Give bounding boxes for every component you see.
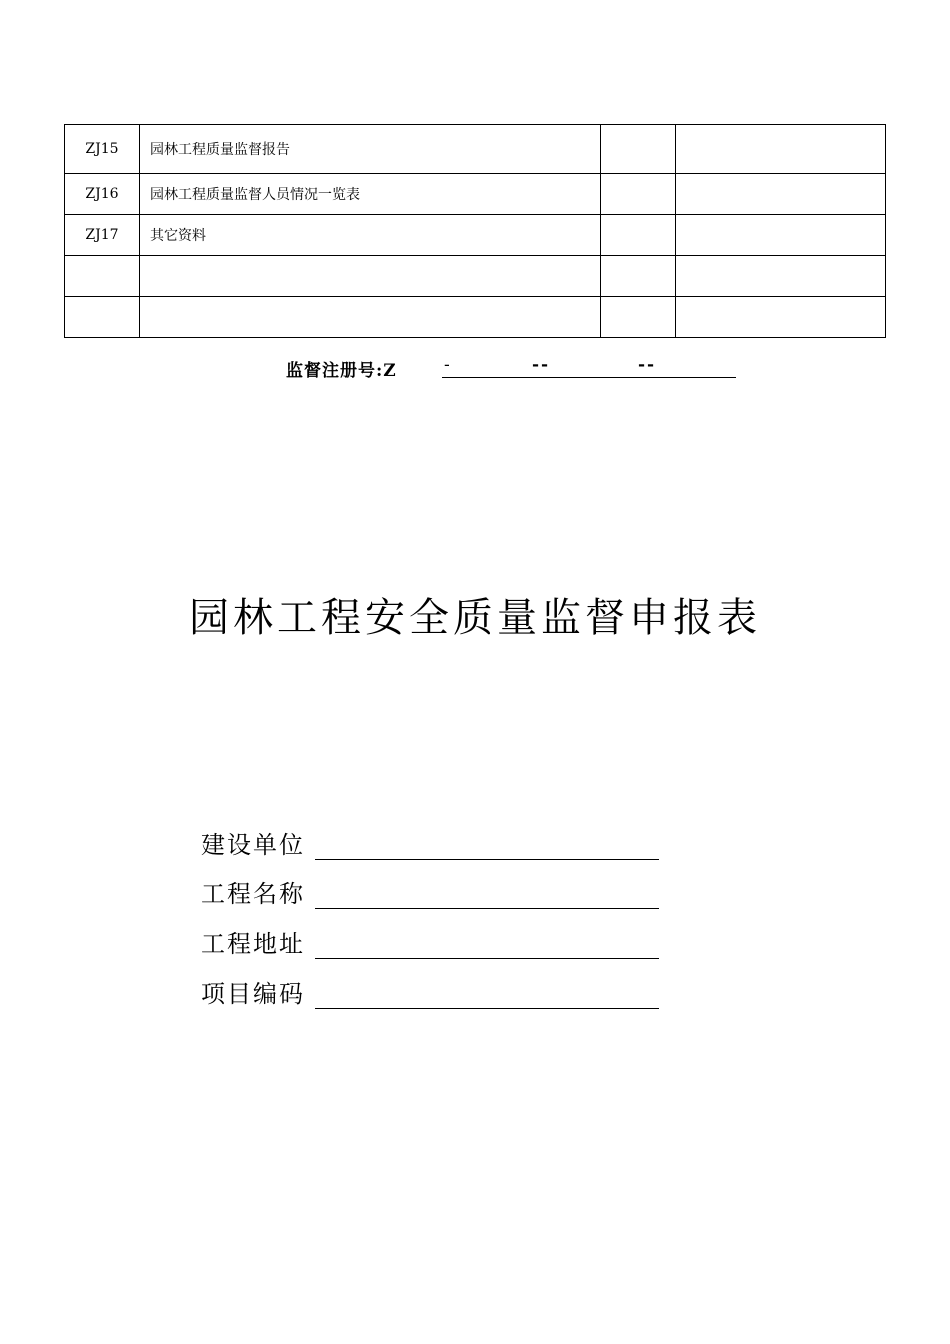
doc-name bbox=[140, 256, 601, 297]
field-label: 建设单位 bbox=[201, 831, 305, 859]
doc-cell bbox=[601, 125, 676, 174]
table-row bbox=[65, 215, 886, 256]
project-address-field[interactable] bbox=[315, 928, 659, 959]
doc-cell bbox=[601, 215, 676, 256]
page-title: 园林工程安全质量监督申报表 bbox=[189, 595, 761, 641]
field-label: 工程地址 bbox=[201, 930, 305, 958]
table-row bbox=[65, 174, 886, 215]
doc-code bbox=[65, 297, 140, 338]
doc-cell bbox=[601, 174, 676, 215]
registration-number-field[interactable] bbox=[442, 356, 736, 378]
doc-cell bbox=[676, 174, 886, 215]
field-project-name bbox=[201, 873, 659, 909]
project-code-field[interactable] bbox=[315, 978, 659, 1009]
field-project-code bbox=[201, 973, 659, 1009]
table-row bbox=[65, 297, 886, 338]
doc-name: 其它资料 bbox=[140, 215, 601, 256]
table-row bbox=[65, 125, 886, 174]
doc-name: 园林工程质量监督报告 bbox=[140, 125, 601, 174]
field-label: 工程名称 bbox=[201, 880, 305, 908]
project-name-field[interactable] bbox=[315, 878, 659, 909]
doc-cell bbox=[676, 215, 886, 256]
doc-cell bbox=[676, 297, 886, 338]
field-construction-unit bbox=[201, 824, 659, 860]
doc-code: ZJ17 bbox=[65, 215, 140, 256]
doc-name: 园林工程质量监督人员情况一览表 bbox=[140, 174, 601, 215]
field-label: 项目编码 bbox=[201, 980, 305, 1008]
table-row bbox=[65, 256, 886, 297]
registration-separator: - bbox=[444, 355, 450, 375]
registration-separator: -- bbox=[638, 355, 657, 375]
doc-cell bbox=[601, 297, 676, 338]
doc-name bbox=[140, 297, 601, 338]
field-project-address bbox=[201, 923, 659, 959]
registration-number-label bbox=[286, 356, 397, 381]
registration-separator: -- bbox=[532, 355, 551, 375]
doc-code bbox=[65, 256, 140, 297]
doc-cell bbox=[676, 125, 886, 174]
doc-code: ZJ16 bbox=[65, 174, 140, 215]
doc-cell bbox=[601, 256, 676, 297]
construction-unit-field[interactable] bbox=[315, 829, 659, 860]
doc-code: ZJ15 bbox=[65, 125, 140, 174]
document-list-table bbox=[64, 124, 886, 338]
registration-label-text: 监督注册号:Z bbox=[286, 361, 397, 381]
doc-cell bbox=[676, 256, 886, 297]
